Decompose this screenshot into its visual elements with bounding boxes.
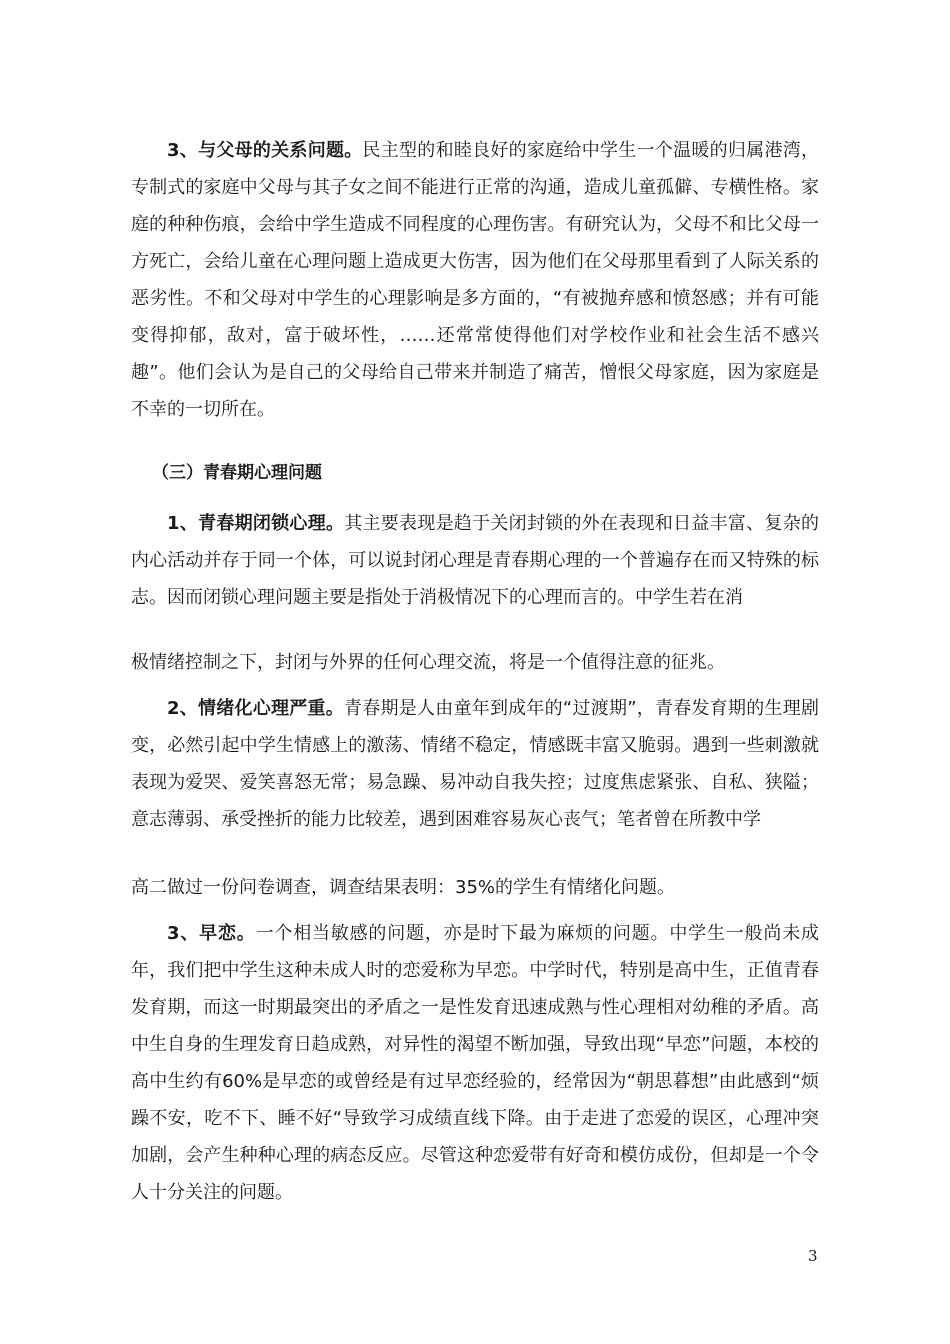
paragraph-early-love	[131, 915, 819, 1211]
paragraph-parent-relations	[131, 132, 819, 428]
page-number: 3	[808, 1247, 818, 1265]
paragraph-emotional-continued: 高二做过一份问卷调查，调查结果表明：35%的学生有情绪化问题。	[131, 877, 676, 898]
paragraph-emotional	[131, 690, 819, 838]
section-heading: （三）青春期心理问题	[152, 463, 322, 483]
paragraph-body: 一个相当敏感的问题，亦是时下最为麻烦的问题。中学生一般尚未成年，我们把中学生这种未成人时的恋爱称为早恋。中学时代，特别是高中生，正值青春发育期，而这一时期最突出的矛盾之一是性发育迅速成熟与性心理相对幼稚的矛盾。高中生自身的生理发育日趋成熟，对异性的渴望不断加强，导致出现“早恋”问题，本校的高中生约有60%是早恋的或曾经是有过早恋经验的，经常因为“朝思暮想”由此感到“烦躁不安，吃不下、睡不好“导致学习成绩直线下降。由于走进了恋爱的误区，心理冲突加剧，会产生种种心理的病态反应。尽管这种恋爱带有好奇和模仿成份，但却是一个令人十分关注的问题。	[131, 923, 820, 1203]
paragraph-lead: 3、早恋。	[167, 923, 256, 944]
paragraph-body: 青春期是人由童年到成年的“过渡期”，青春发育期的生理剧变，必然引起中学生情感上的激荡、情绪不稳定，情感既丰富又脆弱。遇到一些刺激就表现为爱哭、爱笑喜怒无常；易急躁、易冲动自我失控；过度焦虑紧张、自私、狭隘；意志薄弱、承受挫折的能力比较差，遇到困难容易灰心丧气；笔者曾在所教中学	[131, 698, 819, 830]
paragraph-lead: 3、与父母的关系问题。	[167, 140, 363, 161]
paragraph-body: 其主要表现是趋于关闭封锁的外在表现和日益丰富、复杂的内心活动并存于同一个体，可以说封闭心理是青春期心理的一个普遍存在而又特殊的标志。因而闭锁心理问题主要是指处于消极情况下的心理而言的。中学生若在消	[131, 513, 819, 608]
paragraph-body: 民主型的和睦良好的家庭给中学生一个温暖的归属港湾，专制式的家庭中父母与其子女之间不能进行正常的沟通，造成儿童孤僻、专横性格。家庭的种种伤痕，会给中学生造成不同程度的心理伤害。有研究认为，父母不和比父母一方死亡，会给儿童在心理问题上造成更大伤害，因为他们在父母那里看到了人际关系的恶劣性。不和父母对中学生的心理影响是多方面的，“有被抛弃感和愤怒感；并有可能变得抑郁，敌对，富于破坏性，……还常常使得他们对学校作业和社会生活不感兴趣”。他们会认为是自己的父母给自己带来并制造了痛苦，憎恨父母家庭，因为家庭是不幸的一切所在。	[131, 140, 819, 420]
paragraph-lead: 1、青春期闭锁心理。	[167, 513, 345, 534]
paragraph-lead: 2、情绪化心理严重。	[167, 698, 344, 719]
paragraph-closed-mind-continued: 极情绪控制之下，封闭与外界的任何心理交流，将是一个值得注意的征兆。	[131, 652, 725, 673]
paragraph-closed-mind	[131, 505, 819, 616]
